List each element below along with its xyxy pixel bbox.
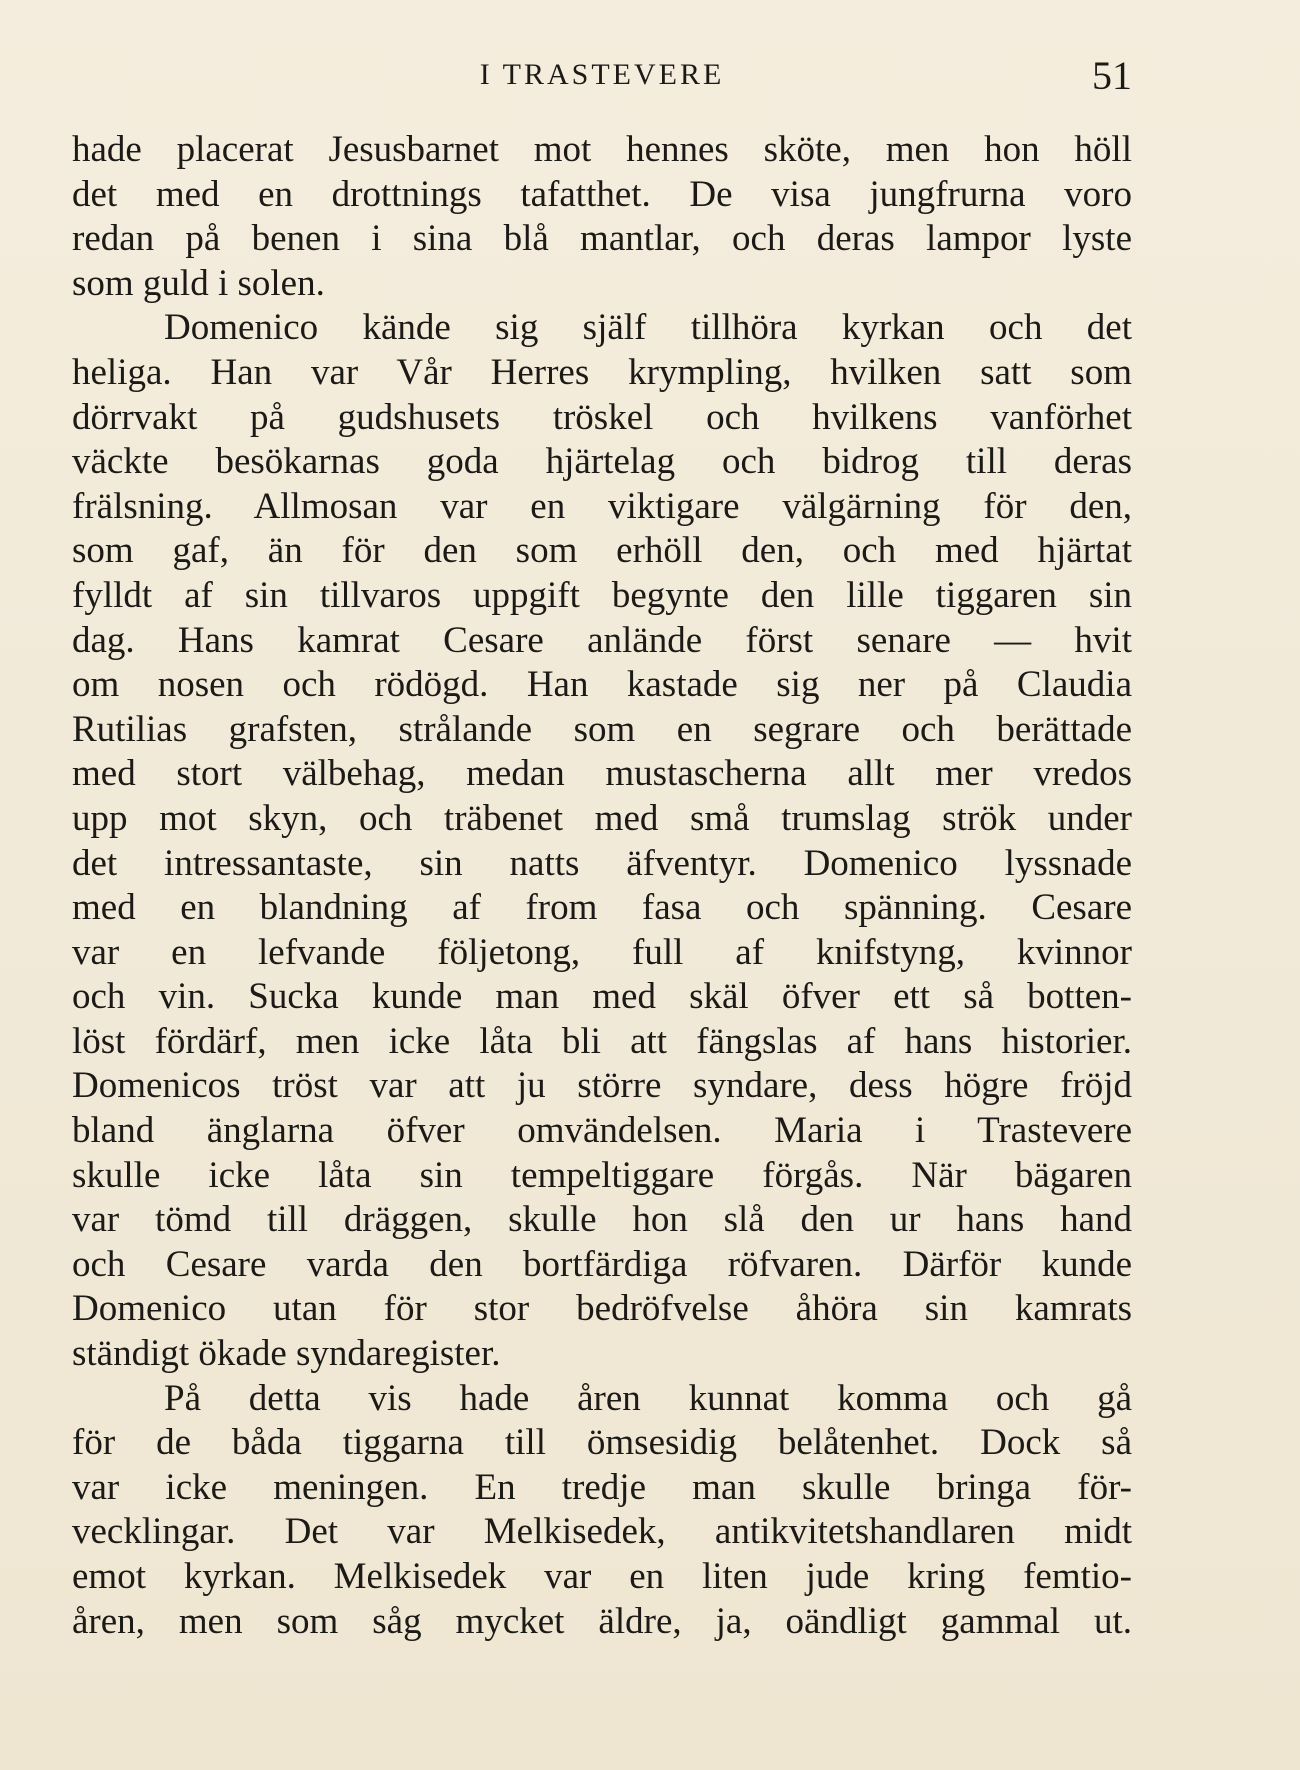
text-line: vecklingar. Det var Melkisedek, antikvitetshandlaren midt xyxy=(72,1511,1132,1553)
text-line: dag. Hans kamrat Cesare anlände först senare — hvit xyxy=(72,619,1132,661)
text-line: det intressantaste, sin natts äfventyr. Domenico lyssnade xyxy=(72,842,1132,884)
text-line: åren, men som såg mycket äldre, ja, oändligt gammal ut. xyxy=(72,1600,1132,1642)
text-line: väckte besökarnas goda hjärtelag och bidrog till deras xyxy=(72,441,1132,483)
text-line: heliga. Han var Vår Herres krympling, hvilken satt som xyxy=(72,351,1132,393)
text-line: bland änglarna öfver omvändelsen. Maria i Trastevere xyxy=(72,1110,1132,1152)
text-line: skulle icke låta sin tempeltiggare förgås. När bägaren xyxy=(72,1154,1132,1196)
paragraph-first-line: På detta vis hade åren kunnat komma och gå xyxy=(164,1377,1132,1419)
text-line: som gaf, än för den som erhöll den, och med hjärtat xyxy=(72,530,1132,572)
text-line: upp mot skyn, och träbenet med små trumslag strök under xyxy=(72,797,1132,839)
text-line: Domenico utan för stor bedröfvelse åhöra sin kamrats xyxy=(72,1288,1132,1330)
text-line: redan på benen i sina blå mantlar, och deras lampor lyste xyxy=(72,218,1132,260)
text-line: var en lefvande följetong, full af knifstyng, kvinnor xyxy=(72,931,1132,973)
text-line: var tömd till dräggen, skulle hon slå den ur hans hand xyxy=(72,1199,1132,1241)
text-line: emot kyrkan. Melkisedek var en liten jude kring femtio- xyxy=(72,1556,1132,1597)
text-line: och Cesare varda den bortfärdiga röfvaren. Därför kunde xyxy=(72,1243,1132,1285)
running-header xyxy=(72,52,1132,96)
text-line: Domenicos tröst var att ju större syndare, dess högre fröjd xyxy=(72,1065,1132,1107)
text-line: och vin. Sucka kunde man med skäl öfver ett så botten- xyxy=(72,976,1132,1018)
text-line: om nosen och rödögd. Han kastade sig ner på Claudia xyxy=(72,664,1132,706)
text-line: fylldt af sin tillvaros uppgift begynte den lille tiggaren sin xyxy=(72,574,1132,616)
text-line: Rutilias grafsten, strålande som en segrare och berättade xyxy=(72,708,1132,750)
text-line: var icke meningen. En tredje man skulle bringa för- xyxy=(72,1466,1132,1508)
text-line: med stort välbehag, medan mustascherna allt mer vredos xyxy=(72,753,1132,795)
text-line: ständigt ökade syndaregister. xyxy=(72,1333,501,1375)
text-line: hade placerat Jesusbarnet mot hennes sköte, men hon höll xyxy=(72,129,1132,170)
page-number: 51 xyxy=(1092,53,1132,98)
text-line: med en blandning af from fasa och spänning. Cesare xyxy=(72,887,1132,929)
running-title: I TRASTEVERE xyxy=(479,58,725,91)
text-line: det med en drottnings tafatthet. De visa jungfrurna voro xyxy=(72,173,1132,215)
text-line: dörrvakt på gudshusets tröskel och hvilkens vanförhet xyxy=(72,396,1132,438)
body-text xyxy=(72,128,1132,1644)
text-line: för de båda tiggarna till ömsesidig belåtenhet. Dock så xyxy=(72,1422,1132,1464)
text-line: löst fördärf, men icke låta bli att fängslas af hans historier. xyxy=(72,1020,1132,1062)
text-line: som guld i solen. xyxy=(72,262,325,304)
text-line: frälsning. Allmosan var en viktigare välgärning för den, xyxy=(72,485,1132,527)
paragraph-first-line: Domenico kände sig själf tillhöra kyrkan och det xyxy=(164,307,1132,349)
